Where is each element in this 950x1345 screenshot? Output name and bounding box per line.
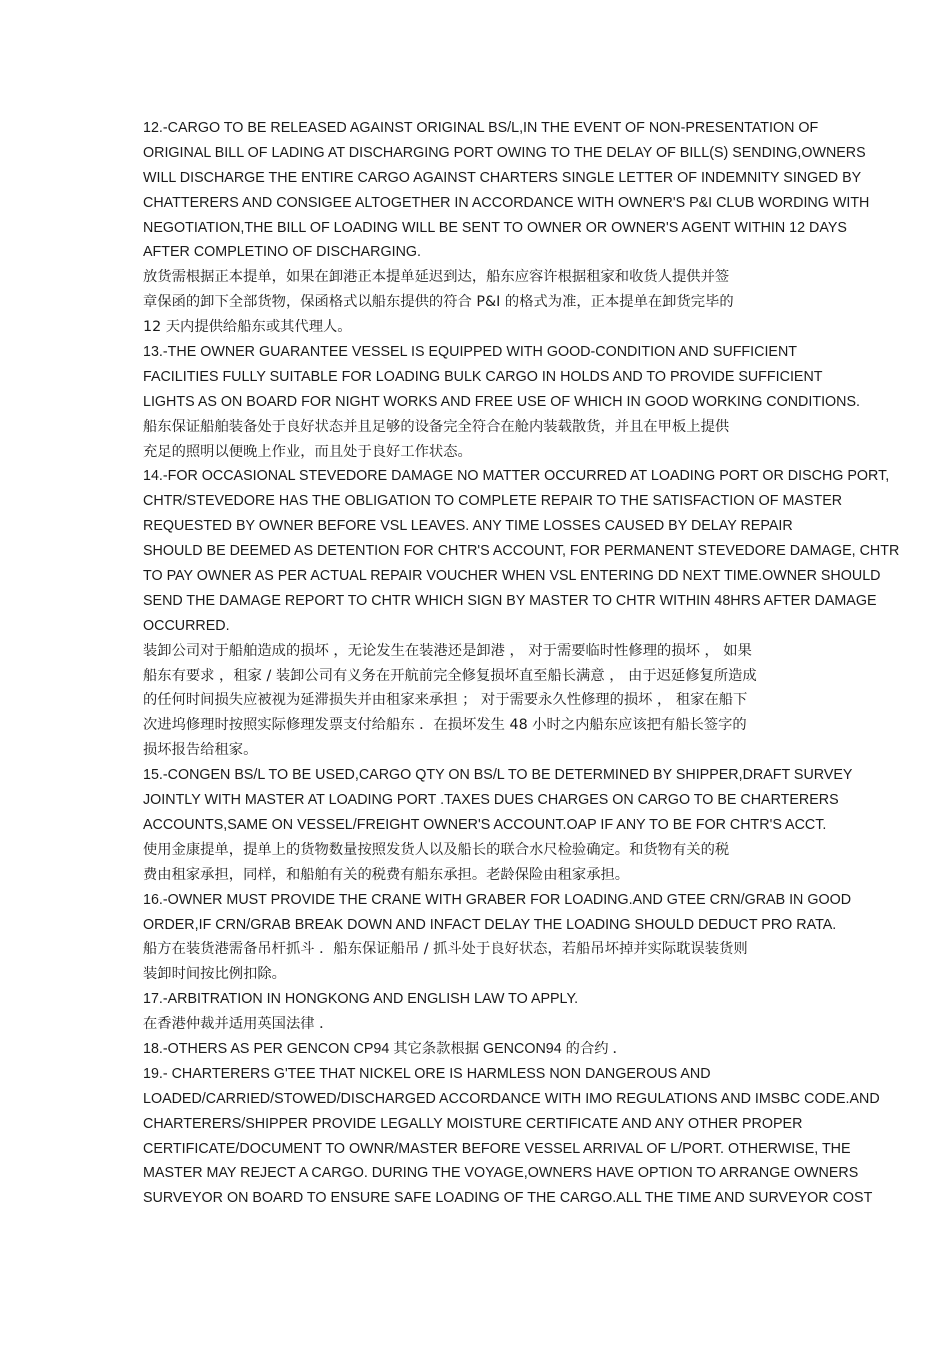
text-line: LIGHTS AS ON BOARD FOR NIGHT WORKS AND FREE USE OF WHICH IN GOOD WORKING CONDITIONS. bbox=[143, 393, 861, 410]
text-line-chinese: 12 天内提供给船东或其代理人。 bbox=[143, 319, 352, 336]
text-line-chinese: 船方在装货港需备吊杆抓斗 ．船东保证船吊 / 抓斗处于良好状态，若船吊坏掉并实际耽误装货则 bbox=[143, 941, 748, 958]
text-line-chinese: 损坏报告给租家。 bbox=[143, 742, 258, 759]
text-line: 18.-OTHERS AS PER GENCON CP94 其它条款根据 GENCON94 的合约 ． bbox=[143, 1040, 627, 1057]
text-line: AFTER COMPLETINO OF DISCHARGING. bbox=[143, 244, 422, 261]
text-line: 15.-CONGEN BS/L TO BE USED,CARGO QTY ON BS/L TO BE DETERMINED BY SHIPPER,DRAFT SURVEY bbox=[143, 767, 853, 784]
text-line-chinese: 装卸公司对于船舶造成的损坏 ，无论发生在装港还是卸港 ， 对于需要临时性修理的损坏 ， 如果 bbox=[143, 642, 752, 659]
text-line-chinese: 船东有要求 ，租家 / 装卸公司有义务在开航前完全修复损坏直至船长满意 ， 由于迟延修复所造成 bbox=[143, 667, 757, 684]
text-line: 19.- CHARTERERS G'TEE THAT NICKEL ORE IS HARMLESS NON DANGEROUS AND bbox=[143, 1065, 711, 1082]
text-line: 17.-ARBITRATION IN HONGKONG AND ENGLISH LAW TO APPLY. bbox=[143, 991, 579, 1008]
text-line: SURVEYOR ON BOARD TO ENSURE SAFE LOADING OF THE CARGO.ALL THE TIME AND SURVEYOR COST bbox=[143, 1190, 873, 1207]
text-line-chinese: 的任何时间损失应被视为延滞损失并由租家来承担 ； 对于需要永久性修理的损坏 ， 租家在船下 bbox=[143, 692, 748, 709]
text-line-chinese: 费由租家承担，同样，和船舶有关的税费有船东承担。老龄保险由租家承担。 bbox=[143, 866, 630, 883]
text-line: 12.-CARGO TO BE RELEASED AGAINST ORIGINAL BS/L,IN THE EVENT OF NON-PRESENTATION OF bbox=[143, 120, 819, 136]
text-line: SEND THE DAMAGE REPORT TO CHTR WHICH SIGN BY MASTER TO CHTR WITHIN 48HRS AFTER DAMAGE bbox=[143, 592, 877, 609]
text-line: CHATTERERS AND CONSIGEE ALTOGETHER IN ACCORDANCE WITH OWNER'S P&I CLUB WORDING WITH bbox=[143, 194, 870, 211]
text-line: SHOULD BE DEEMED AS DETENTION FOR CHTR'S ACCOUNT, FOR PERMANENT STEVEDORE DAMAGE, CHTR bbox=[143, 543, 900, 560]
text-line: TO PAY OWNER AS PER ACTUAL REPAIR VOUCHER WHEN VSL ENTERING DD NEXT TIME.OWNER SHOULD bbox=[143, 568, 881, 585]
text-line-chinese: 章保函的卸下全部货物，保函格式以船东提供的符合 P&I 的格式为准，正本提单在卸货完毕的 bbox=[143, 294, 734, 311]
text-line-chinese: 在香港仲裁并适用英国法律 ． bbox=[143, 1016, 334, 1033]
text-line-chinese: 船东保证船舶装备处于良好状态并且足够的设备完全符合在舱内装载散货，并且在甲板上提供 bbox=[143, 418, 730, 435]
text-line-chinese: 使用金康提单，提单上的货物数量按照发货人以及船长的联合水尺检验确定。和货物有关的税 bbox=[143, 841, 730, 858]
text-line: LOADED/CARRIED/STOWED/DISCHARGED ACCORDANCE WITH IMO REGULATIONS AND IMSBC CODE.AND bbox=[143, 1090, 880, 1107]
text-line: 13.-THE OWNER GUARANTEE VESSEL IS EQUIPPED WITH GOOD-CONDITION AND SUFFICIENT bbox=[143, 344, 798, 361]
text-line: CHARTERERS/SHIPPER PROVIDE LEGALLY MOISTURE CERTIFICATE AND ANY OTHER PROPER bbox=[143, 1115, 803, 1132]
text-line: ORDER,IF CRN/GRAB BREAK DOWN AND INFACT DELAY THE LOADING SHOULD DEDUCT PRO RATA. bbox=[143, 916, 837, 933]
text-line: ORIGINAL BILL OF LADING AT DISCHARGING PORT OWING TO THE DELAY OF BILL(S) SENDING,OWNERS bbox=[143, 144, 866, 161]
text-line: JOINTLY WITH MASTER AT LOADING PORT .TAXES DUES CHARGES ON CARGO TO BE CHARTERERS bbox=[143, 792, 839, 809]
text-line: CERTIFICATE/DOCUMENT TO OWNR/MASTER BEFORE VESSEL ARRIVAL OF L/PORT. OTHERWISE, THE bbox=[143, 1140, 851, 1157]
text-line: OCCURRED. bbox=[143, 617, 230, 634]
text-line-chinese: 装卸时间按比例扣除。 bbox=[143, 966, 286, 983]
text-line-chinese: 次进坞修理时按照实际修理发票支付给船东 ．在损坏发生 48 小时之内船东应该把有船长签字的 bbox=[143, 717, 747, 734]
text-line: CHTR/STEVEDORE HAS THE OBLIGATION TO COMPLETE REPAIR TO THE SATISFACTION OF MASTER bbox=[143, 493, 843, 510]
text-line: REQUESTED BY OWNER BEFORE VSL LEAVES. ANY TIME LOSSES CAUSED BY DELAY REPAIR bbox=[143, 518, 793, 535]
text-line: WILL DISCHARGE THE ENTIRE CARGO AGAINST CHARTERS SINGLE LETTER OF INDEMNITY SINGED BY bbox=[143, 169, 862, 186]
text-line: 16.-OWNER MUST PROVIDE THE CRANE WITH GRABER FOR LOADING.AND GTEE CRN/GRAB IN GOOD bbox=[143, 891, 852, 908]
text-line: FACILITIES FULLY SUITABLE FOR LOADING BULK CARGO IN HOLDS AND TO PROVIDE SUFFICIENT bbox=[143, 368, 823, 385]
text-line: ACCOUNTS,SAME ON VESSEL/FREIGHT OWNER'S ACCOUNT.OAP IF ANY TO BE FOR CHTR'S ACCT. bbox=[143, 816, 827, 833]
text-line-chinese: 放货需根据正本提单，如果在卸港正本提单延迟到达，船东应容许根据租家和收货人提供并签 bbox=[143, 269, 730, 286]
text-line: 14.-FOR OCCASIONAL STEVEDORE DAMAGE NO MATTER OCCURRED AT LOADING PORT OR DISCHG PORT, bbox=[143, 468, 890, 485]
text-line: NEGOTIATION,THE BILL OF LOADING WILL BE SENT TO OWNER OR OWNER'S AGENT WITHIN 12 DAYS bbox=[143, 219, 847, 236]
text-line-chinese: 充足的照明以便晚上作业，而且处于良好工作状态。 bbox=[143, 443, 472, 460]
text-line: MASTER MAY REJECT A CARGO. DURING THE VOYAGE,OWNERS HAVE OPTION TO ARRANGE OWNERS bbox=[143, 1165, 859, 1182]
